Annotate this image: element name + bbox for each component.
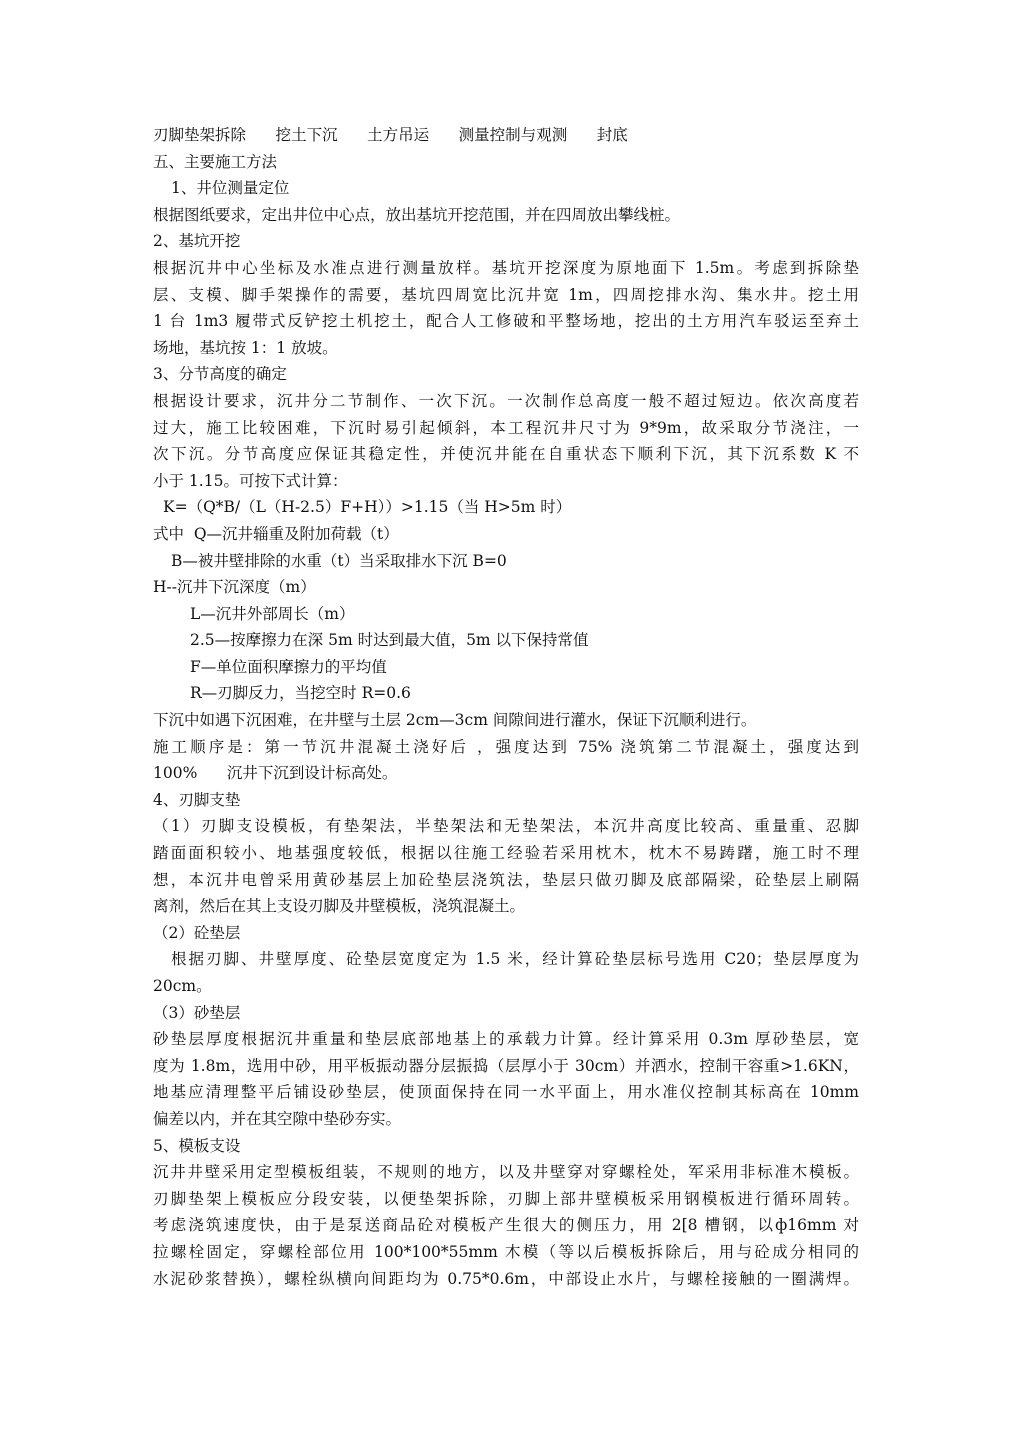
paragraph-line: 沉井井壁采用定型模板组装，不规则的地方，以及井壁穿对穿螺栓处，军采用非标准木模板。 xyxy=(153,1163,859,1182)
paragraph-line: 度为 1.8m，选用中砂，用平板振动器分层振捣（层厚小于 30cm）并洒水，控制干容重>1.6KN， xyxy=(153,1056,859,1075)
paragraph-line: 100% 沉井下沉到设计标高处。 xyxy=(153,764,398,783)
paragraph-line: 下沉中如遇下沉困难，在井壁与土层 2cm—3cm 间隙间进行灌水，保证下沉顺利进行。 xyxy=(153,711,757,730)
formula-definition: B—被井壁排除的水重（t）当采取排水下沉 B=0 xyxy=(171,551,507,570)
paragraph-line: 刃脚垫架上模板应分段安装，以便垫架拆除，刃脚上部井壁模板采用钢模板进行循环周转。 xyxy=(153,1189,859,1208)
formula-definition: 式中 Q—沉井辎重及附加荷载（t） xyxy=(153,524,399,543)
paragraph-line: （1）刃脚支设模板，有垫架法，半垫架法和无垫架法，本沉井高度比较高、重量重、忍脚 xyxy=(153,817,859,836)
section-heading: 五、主要施工方法 xyxy=(153,152,278,171)
subsection-heading: 4、刃脚支垫 xyxy=(153,790,241,809)
formula-definition: 2.5—按摩擦力在深 5m 时达到最大值，5m 以下保持常值 xyxy=(190,631,589,650)
paragraph-line: 施工顺序是：第一节沉井混凝土浇好后 ，强度达到 75% 浇筑第二节混凝土，强度达到 xyxy=(153,737,859,756)
paragraph-line: 根据刃脚、井壁厚度、砼垫层宽度定为 1.5 米，经计算砼垫层标号选用 C20；垫层厚度为 xyxy=(171,950,859,969)
formula-line: K=（Q*B/（L（H-2.5）F+H））>1.15（当 H>5m 时） xyxy=(163,498,572,517)
paragraph-line: 根据沉井中心坐标及水准点进行测量放样。基坑开挖深度为原地面下 1.5m。考虑到拆除垫 xyxy=(153,258,859,277)
formula-definition: L—沉井外部周长（m） xyxy=(190,604,355,623)
paragraph-line: 踏面面积较小、地基强度较低，根据以往施工经验若采用枕木，枕木不易踌躇，施工时不理 xyxy=(153,844,859,863)
paragraph-line: 小于 1.15。可按下式计算： xyxy=(153,471,348,490)
formula-definition: F—单位面积摩擦力的平均值 xyxy=(190,657,387,676)
paragraph-line: 地基应清理整平后铺设砂垫层，使顶面保持在同一水平面上，用水准仪控制其标高在 10mm xyxy=(153,1083,859,1102)
subsection-heading: 3、分节高度的确定 xyxy=(153,365,287,384)
subsection-heading: （2）砼垫层 xyxy=(153,923,241,942)
subsection-heading: （3）砂垫层 xyxy=(153,1003,241,1022)
subsection-heading: 5、模板支设 xyxy=(153,1136,241,1155)
paragraph-line: 考虑浇筑速度快，由于是泵送商品砼对模板产生很大的侧压力，用 2[8 槽钢，以ф16mm 对 xyxy=(153,1216,859,1235)
subsection-heading: 1、井位测量定位 xyxy=(171,179,290,198)
paragraph-line: 砂垫层厚度根据沉井重量和垫层底部地基上的承载力计算。经计算采用 0.3m 厚砂垫层，宽 xyxy=(153,1030,859,1049)
paragraph-line: 过大，施工比较困难，下沉时易引起倾斜，本工程沉井尺寸为 9*9m，故采取分节浇注，一 xyxy=(153,418,859,437)
paragraph-line: 20cm。 xyxy=(153,977,212,995)
document-body xyxy=(153,122,859,1292)
paragraph-line: 水泥砂浆替换），螺栓纵横向间距均为 0.75*0.6m，中部设止水片，与螺栓接触的一圈满焊。 xyxy=(153,1269,859,1288)
paragraph-line: 想，本沉井电曾采用黄砂基层上加砼垫层浇筑法，垫层只做刃脚及底部隔梁，砼垫层上刷隔 xyxy=(153,870,859,889)
paragraph-line: 1 台 1m3 履带式反铲挖土机挖土，配合人工修破和平整场地，挖出的土方用汽车驳运至弃土 xyxy=(153,312,859,331)
paragraph-line: 拉螺栓固定，穿螺栓部位用 100*100*55mm 木模（等以后模板拆除后，用与砼成分相同的 xyxy=(153,1242,859,1261)
paragraph-line: 偏差以内，并在其空隙中垫砂夯实。 xyxy=(153,1109,402,1128)
formula-definition: R—刃脚反力，当挖空时 R=0.6 xyxy=(190,684,411,703)
paragraph-line: 场地，基坑按 1：1 放坡。 xyxy=(153,338,338,357)
paragraph-line: 次下沉。分节高度应保证其稳定性，并使沉井能在自重状态下顺利下沉，其下沉系数 K 不 xyxy=(153,445,859,464)
process-flow-line: 刃脚垫架拆除 挖土下沉 土方吊运 测量控制与观测 封底 xyxy=(153,126,628,144)
formula-definition: H--沉井下沉深度（m） xyxy=(153,578,316,597)
paragraph-line: 根据设计要求，沉井分二节制作、一次下沉。一次制作总高度一般不超过短边。依次高度若 xyxy=(153,391,859,410)
paragraph-line: 根据图纸要求，定出井位中心点，放出基坑开挖范围，并在四周放出攀线桩。 xyxy=(153,205,681,224)
subsection-heading: 2、基坑开挖 xyxy=(153,232,241,251)
paragraph-line: 层、支模、脚手架操作的需要，基坑四周宽比沉井宽 1m，四周挖排水沟、集水井。挖土用 xyxy=(153,285,859,304)
paragraph-line: 离剂，然后在其上支设刃脚及井壁模板，浇筑混凝土。 xyxy=(153,897,526,916)
